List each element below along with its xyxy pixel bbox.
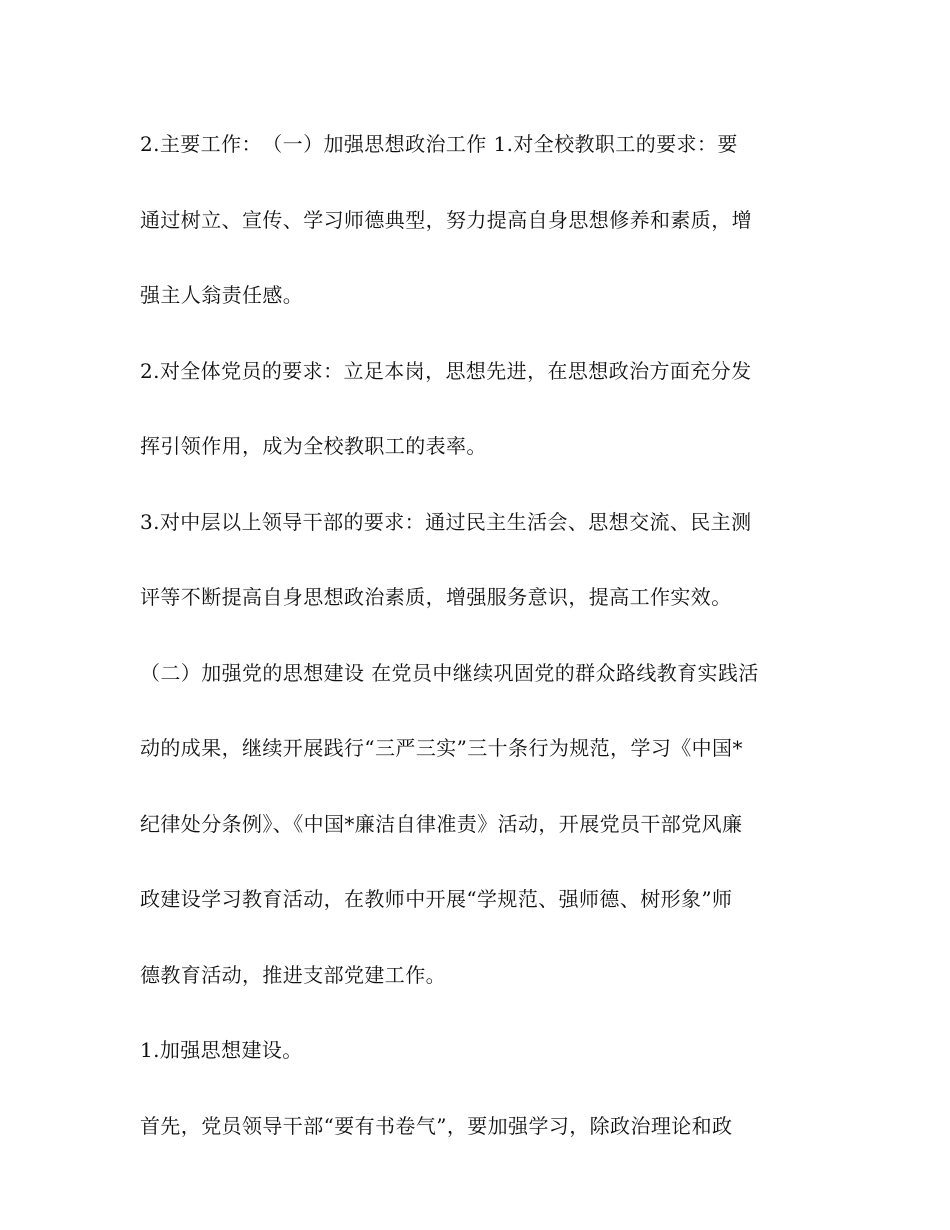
text-line-3: 强主人翁责任感。 xyxy=(140,283,304,307)
text-line-4: 2.对全体党员的要求：立足本岗，思想先进，在思想政治方面充分发 xyxy=(140,358,752,383)
text-line-13: 1.加强思想建设。 xyxy=(140,1038,303,1062)
document-body xyxy=(140,124,820,1181)
text-line-10: 纪律处分条例》、《中国*廉洁自律准责》活动，开展党员干部党风廉 xyxy=(140,811,743,836)
text-line-1: 2.主要工作： （一）加强思想政治工作 1.对全校教职工的要求：要 xyxy=(140,132,738,156)
text-line-7: 评等不断提高自身思想政治素质，增强服务意识，提高工作实效。 xyxy=(140,585,732,609)
text-line-14: 首先，党员领导干部“要有书卷气”，要加强学习，除政治理论和政 xyxy=(140,1113,733,1138)
text-line-8: （二）加强党的思想建设 在党员中继续巩固党的群众路线教育实践活 xyxy=(140,660,759,685)
text-line-12: 德教育活动，推进支部党建工作。 xyxy=(140,962,446,987)
text-line-6: 3.对中层以上领导干部的要求：通过民主生活会、思想交流、民主测 xyxy=(140,509,752,534)
text-line-11: 政建设学习教育活动，在教师中开展“学规范、强师德、树形象”师 xyxy=(140,887,733,911)
text-line-9: 动的成果，继续开展践行“三严三实”三十条行为规范，学习《中国* xyxy=(140,736,743,760)
text-line-5: 挥引领作用，成为全校教职工的表率。 xyxy=(140,434,487,458)
text-line-2: 通过树立、宣传、学习师德典型，努力提高自身思想修养和素质，增 xyxy=(140,207,752,232)
